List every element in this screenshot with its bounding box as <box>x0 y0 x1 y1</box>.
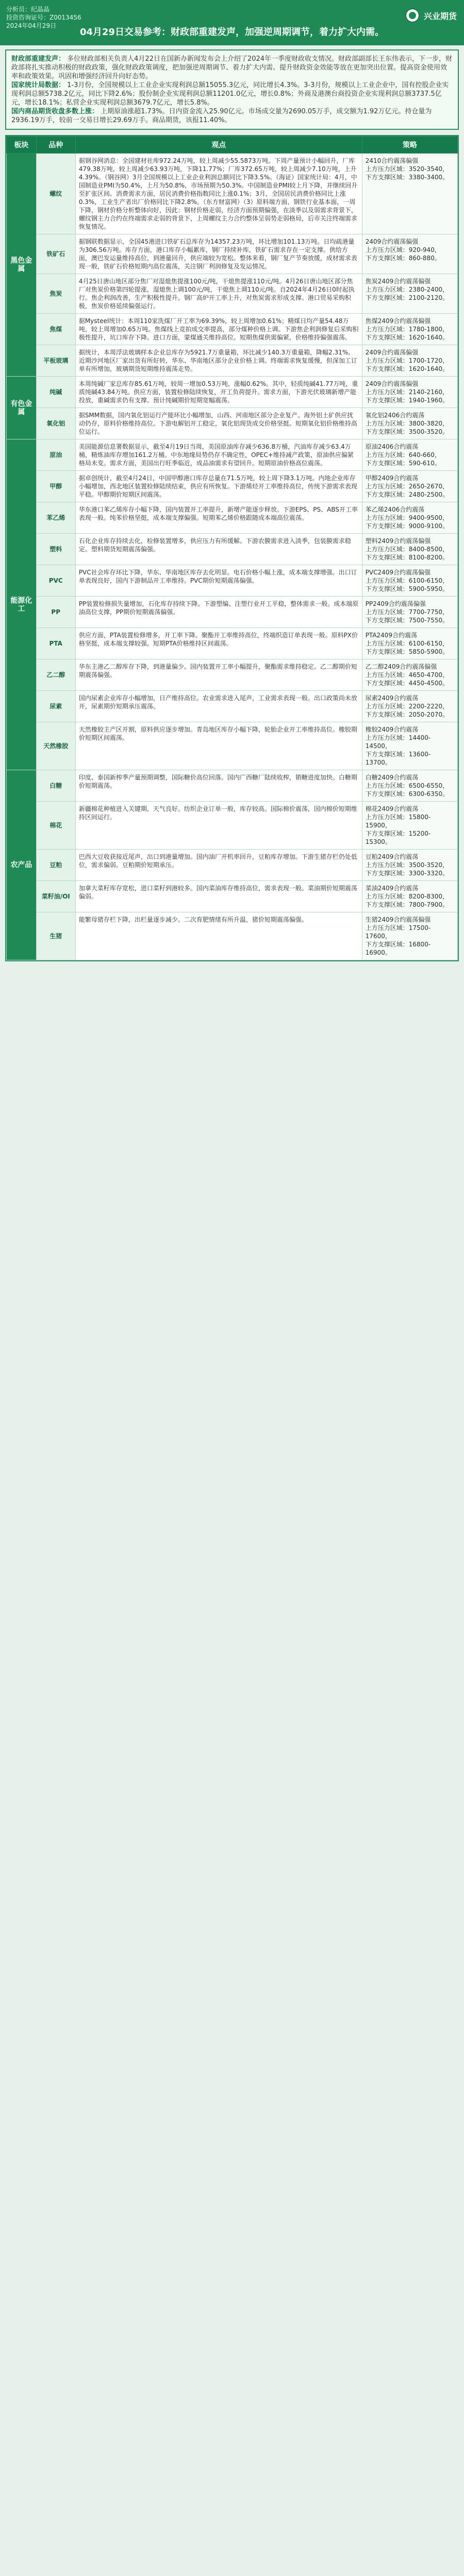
brand <box>405 8 457 23</box>
header-variety: 品种 <box>36 137 75 154</box>
variety-cell: 焦炭 <box>36 274 75 314</box>
strategy-cell: 2409合约震荡偏强 上方压力区域：2140-2160， 下方支撑区域：1940-1960。 <box>362 377 457 408</box>
table-row <box>7 659 458 691</box>
view-cell: 新疆棉花种植进入关键期，天气良好。纺织企业订单一般，库存较高。国际棉价震荡，国内棉价短期维持区间运行。 <box>75 802 362 850</box>
variety-cell: 生猪 <box>36 912 75 960</box>
view-cell: PVC社会库存环比下降，华东、华南地区库存去化明显。电石价格小幅上涨，成本端支撑增强。出口订单表现良好，国内下游制品开工率维持。PVC期价短期震荡偏强。 <box>75 565 362 597</box>
sector-cell: 有色金属 <box>7 377 37 439</box>
strategy-cell: 棉花2409合约震荡 上方压力区域：15800-15900， 下方支撑区域：15200-15300。 <box>362 802 457 850</box>
brand-logo-icon <box>405 8 420 23</box>
page-title: 04月29日交易参考：财政部重建发声，加强逆周期调节，着力扩大内需。 <box>79 27 385 38</box>
strategy-cell: 原油2406合约震荡 上方压力区域：640-660， 下方支撑区域：590-610。 <box>362 439 457 471</box>
table-row <box>7 234 458 274</box>
table-row <box>7 912 458 960</box>
view-cell: 4月25日唐山地区部分焦厂对湿熄焦提涨100元/吨，干熄焦提涨110元/吨。4月26日唐山地区部分焦厂对焦炭价格第四轮提涨，湿熄焦上调100元/吨，干熄焦上调110元/吨。自2024年4月26日0时起执行。焦企利润改善，生产积极性提升。钢厂高炉开工率上升，对焦炭需求形成支撑。港口贸易采购积极，焦炭价格延续偏强运行。 <box>75 274 362 314</box>
table-row <box>7 154 458 234</box>
view-cell: 美国能源信息署数据显示，截至4月19日当周，美国原油库存减少636.8万桶，汽油库存减少63.4万桶，精炼油库存增加161.2万桶。中东地缘局势仍存不确定性，OPEC+维持减产政策，原油供应偏紧格局未变。需求方面，美国出行旺季临近，成品油需求有望回升。短期原油价格高位震荡。 <box>75 439 362 471</box>
table-row <box>7 345 458 377</box>
variety-cell: 豆粕 <box>36 850 75 881</box>
table-row <box>7 439 458 471</box>
strategy-cell: 生猪2409合约震荡偏强 上方压力区域：17500-17600， 下方支撑区域：16800-16900。 <box>362 912 457 960</box>
strategy-cell: 焦煤2409合约震荡偏强 上方压力区域：1780-1800， 下方支撑区域：1620-1640。 <box>362 314 457 345</box>
header-view: 观点 <box>75 137 362 154</box>
strategy-cell: 橡胶2409合约震荡 上方压力区域：14400-14500， 下方支撑区域：13600-13700。 <box>362 722 457 770</box>
table-row <box>7 802 458 850</box>
analyst: 分析员：纪晶晶 <box>6 6 50 13</box>
footer-spacer <box>0 961 464 974</box>
report-date: 2024年04月29日 <box>6 22 57 29</box>
brand-name: 兴业期货 <box>423 11 457 21</box>
variety-cell: 纯碱 <box>36 377 75 408</box>
view-cell: 巴西大豆收获接近尾声，出口到港量增加。国内油厂开机率回升，豆粕库存增加。下游生猪存栏仍处低位，需求偏弱。豆粕期价短期承压。 <box>75 850 362 881</box>
view-cell: 华东主港乙二醇库存下降，到港量偏少。国内装置开工率小幅提升，聚酯需求维持稳定。乙二醇期价短期震荡偏强。 <box>75 659 362 691</box>
sector-cell: 黑色金属 <box>7 154 37 377</box>
table-header-row <box>7 137 458 154</box>
variety-cell: PP <box>36 597 75 628</box>
strategy-cell: 2409合约震荡偏强 上方压力区域：1700-1720， 下方支撑区域：1620-1640。 <box>362 345 457 377</box>
table-row <box>7 565 458 597</box>
variety-cell: 白糖 <box>36 770 75 802</box>
view-cell: PP装置检修损失量增加，石化库存持续下降。下游塑编、注塑行业开工平稳，整体需求一般。成本端原油高位支撑，PP期价短期震荡偏强。 <box>75 597 362 628</box>
table-row <box>7 691 458 722</box>
variety-cell: 天然橡胶 <box>36 722 75 770</box>
table-row <box>7 534 458 565</box>
strategy-cell: PTA2409合约震荡 上方压力区域：6100-6150， 下方支撑区域：5850-5900。 <box>362 628 457 659</box>
variety-cell: PTA <box>36 628 75 659</box>
table-row <box>7 471 458 502</box>
variety-cell: 平板玻璃 <box>36 345 75 377</box>
summary-lead-label: 财政部重建发声： <box>11 55 65 63</box>
sector-cell: 农产品 <box>7 770 37 960</box>
table-row <box>7 314 458 345</box>
view-cell: 华东港口苯乙烯库存小幅下降，国内装置开工率提升，新增产能逐步释放。下游EPS、PS、ABS开工率表现一般。纯苯价格坚挺，成本端支撑偏强。短期苯乙烯价格跟随成本端高位震荡。 <box>75 502 362 534</box>
table-row <box>7 408 458 439</box>
view-cell: 本周纯碱厂家总库存85.61万吨，较周一增加0.53万吨，涨幅0.62%。其中，轻质纯碱41.77万吨，重质纯碱43.84万吨。供应方面，装置检修陆续恢复，开工负荷提升。需求方面，下游光伏玻璃新增产能投放，重碱需求仍有支撑。预计纯碱期价短期宽幅震荡。 <box>75 377 362 408</box>
strategy-cell: 豆粕2409合约震荡 上方压力区域：3500-3520， 下方支撑区域：3300-3320。 <box>362 850 457 881</box>
variety-cell: 塑料 <box>36 534 75 565</box>
table-row <box>7 850 458 881</box>
strategy-cell: 2410合约震荡偏强 上方压力区域：3520-3540， 下方支撑区域：3380-3400。 <box>362 154 457 234</box>
view-cell: 印度、泰国新榨季产量预期调整，国际糖价高位回落。国内广西糖厂陆续收榨，销糖进度加快。白糖期价短期震荡。 <box>75 770 362 802</box>
view-cell: 石化企业库存持续去化，检修装置增多，供应压力有所缓解。下游农膜需求进入淡季，包装膜需求稳定。塑料期货短期震荡偏强。 <box>75 534 362 565</box>
strategy-cell: 塑料2409合约震荡偏强 上方压力区域：8400-8500， 下方支撑区域：8100-8200。 <box>362 534 457 565</box>
strategy-cell: PVC2409合约震荡偏强 上方压力区域：6100-6150， 下方支撑区域：5900-5950。 <box>362 565 457 597</box>
summary-market-label: 国内商品期货收盘多数上涨： <box>11 108 99 115</box>
strategy-cell: 白糖2409合约震荡 上方压力区域：6500-6550， 下方支撑区域：6300-6350。 <box>362 770 457 802</box>
table-row <box>7 722 458 770</box>
variety-cell: 原油 <box>36 439 75 471</box>
variety-cell: 乙二醇 <box>36 659 75 691</box>
strategy-cell: 乙二醇2409合约震荡偏强 上方压力区域：4650-4700， 下方支撑区域：4450-4500。 <box>362 659 457 691</box>
view-cell: 国内尿素企业库存小幅增加，日产维持高位。农业需求进入尾声，工业需求表现一般。出口政策尚未放开，尿素期价短期承压震荡。 <box>75 691 362 722</box>
header-sector: 板块 <box>7 137 37 154</box>
view-cell: 天然橡胶主产区开割，原料供应逐步增加。青岛地区库存小幅下降，轮胎企业开工率维持高位。橡胶期价短期区间震荡。 <box>75 722 362 770</box>
title-wrap <box>10 24 454 39</box>
strategy-cell: 尿素2409合约震荡 上方压力区域：2200-2220， 下方支撑区域：2050-2070。 <box>362 691 457 722</box>
table-row <box>7 628 458 659</box>
variety-cell: 焦煤 <box>36 314 75 345</box>
variety-cell: 甲醇 <box>36 471 75 502</box>
table-row <box>7 770 458 802</box>
variety-cell: 菜籽油/OI <box>36 881 75 912</box>
table-row <box>7 881 458 912</box>
strategy-cell: 菜油2409合约震荡 上方压力区域：8200-8300， 下方支撑区域：7800-7900。 <box>362 881 457 912</box>
view-cell: 据钢联数据显示，全国45港进口铁矿石总库存为14357.23万吨，环比增加101.13万吨。日均疏港量为306.56万吨。库存方面，港口库存小幅累库，钢厂持续补库，铁矿石需求存在一定支撑。供给方面，澳巴发运量维持高位，到港量回升，供应端较为宽松。整体来看，钢厂复产节奏放缓，成材需求表现一般，铁矿石价格短期内高位震荡，关注钢厂利润修复及发运情况。 <box>75 234 362 274</box>
header-bar <box>0 0 464 45</box>
table-row <box>7 597 458 628</box>
table-row <box>7 502 458 534</box>
table-body <box>7 154 458 960</box>
sector-cell: 能源化工 <box>7 439 37 770</box>
strategy-cell: 焦炭2409合约震荡偏强 上方压力区域：2380-2400， 下方支撑区域：2100-2120。 <box>362 274 457 314</box>
view-cell: 据钢谷网消息：全国建材社库972.24万吨，较上周减少55.5873万吨。下周产量预计小幅回升，厂库479.38万吨，较上周减少63.93万吨，下降11.77%；厂库372.65万吨，较上周减少7.10万吨，上升4.39%。（钢谷网）3月全国规模以上工业企业利润总额同比下降3.5%。（海证）国家统计局：4月，中国制造业PMI为50.4%，上月为50.8%，市场预期为50.3%。中国制造业PMI较上月下降，并继续回升至扩张区间。消费需求方面，居民消费价格指数同比上涨0.1%；3月，全国居民消费价格同比上涨0.3%，工业生产者出厂价格同比下降2.8%。（东方财富网）（3）原料端方面，钢铁行业基本面，一周下降，钢材价格分析整体向好，因此：钢材价格走弱，经济方面预期偏强，在淡季以及弱需求背景下，螺纹钢主力合约在终端需求走弱的背景下，上周螺纹主力合约整体呈弱势走弱格局，后市关注终端需求恢复情况。 <box>75 154 362 234</box>
summary-box <box>5 49 459 130</box>
variety-cell: 棉花 <box>36 802 75 850</box>
view-cell: 供应方面，PTA装置检修增多，开工率下降。聚酯开工率维持高位，终端织造订单表现一般。原料PX价格坚挺，成本端支撑较强。短期PTA价格维持区间震荡。 <box>75 628 362 659</box>
strategy-table <box>5 135 459 961</box>
strategy-cell: 甲醇2409合约震荡 上方压力区域：2650-2670， 下方支撑区域：2480-2500。 <box>362 471 457 502</box>
header-strategy: 策略 <box>362 137 457 154</box>
variety-cell: 氧化铝 <box>36 408 75 439</box>
strategy-cell: 苯乙烯2406合约震荡 上方压力区域：9400-9500， 下方支撑区域：9000-9100。 <box>362 502 457 534</box>
summary-lead-text: 多位财政部相关负责人4月22日在国新办新闻发布会上介绍了2024年一季度财政收支情况。财政部副部长王东伟表示，下一步，财政部将扎实推动积极的财政政策，强化财政政策调度，把加强逆周期调节、着力扩大内需、提升财政资金效能等放在更加突出位置。提高资金使用效率和政策效果。巩固和增强经济回升向好态势。 <box>11 55 453 80</box>
strategy-cell: 氧化铝2406合约震荡 上方压力区域：3800-3820， 下方支撑区域：3500-3520。 <box>362 408 457 439</box>
view-cell: 据卓创统计，截至4月24日，中国甲醇港口库存总量在71.5万吨，较上周下降3.1万吨。内地企业库存小幅增加，西北地区装置检修陆续结束，供应有所恢复。下游烯烃开工率维持高位，传统下游需求表现平稳。甲醇期价短期区间震荡。 <box>75 471 362 502</box>
license: 投资咨询证号：Z0013456 <box>6 14 81 21</box>
variety-cell: 苯乙烯 <box>36 502 75 534</box>
view-cell: 能繁母猪存栏下降，出栏量逐步减少。二次育肥情绪有所升温，猪价短期震荡偏强。 <box>75 912 362 960</box>
variety-cell: 铁矿石 <box>36 234 75 274</box>
variety-cell: 螺纹 <box>36 154 75 234</box>
view-cell: 据统计，本周浮法玻璃样本企业总库存为5921.7万重量箱，环比减少140.3万重量箱，降幅2.31%。近期沙河地区厂家出货有所好转，华东、华南地区部分企业价格上调。终端需求恢复缓慢，但深加工订单有所增加，玻璃期货短期维持震荡走势。 <box>75 345 362 377</box>
view-cell: 加拿大菜籽库存宽松，进口菜籽到港较多。国内菜油库存维持高位，需求表现一般。菜油期价短期震荡偏弱。 <box>75 881 362 912</box>
summary-industrial-label: 国家统计局数据： <box>11 81 65 89</box>
summary-industrial-text: 1-3月份，全国规模以上工业企业实现利润总额15055.3亿元，同比增长4.3%。3-3月份，规模以上工业企业中，国有控股企业实现利润总额5738.2亿元，同比下降2.6%；股份制企业实现利润总额11201.0亿元，增长0.8%；外商及港澳台商投资企业实现利润总额3737.5亿元，增长18.1%；私营企业实现利润总额3679.7亿元，增长5.8%。 <box>11 81 449 107</box>
variety-cell: PVC <box>36 565 75 597</box>
strategy-cell: 2409合约震荡偏强 上方压力区域：920-940， 下方支撑区域：860-880。 <box>362 234 457 274</box>
strategy-cell: PP2409合约震荡偏强 上方压力区域：7700-7750， 下方支撑区域：7500-7550。 <box>362 597 457 628</box>
table-row <box>7 377 458 408</box>
view-cell: 据SMM数据，国内氧化铝运行产能环比小幅增加，山西、河南地区部分企业复产。海外铝土矿供应扰动仍存，原料价格维持高位。下游电解铝开工稳定，氧化铝现货成交价格坚挺。短期氧化铝价格维持高位运行。 <box>75 408 362 439</box>
table-row <box>7 274 458 314</box>
view-cell: 据Mysteel统计：本周110家洗煤厂开工率为69.39%，较上周增加0.61%；精煤日均产量54.48万吨，较上周增加0.65万吨。焦煤线上竞拍成交率提高，部分煤种价格上调。下游焦企利润修复后采购积极性提升，坑口库存下降。进口方面，蒙煤通关维持高位。短期焦煤供需偏紧，价格维持偏强震荡。 <box>75 314 362 345</box>
variety-cell: 尿素 <box>36 691 75 722</box>
summary-market-text: 上期原油涨超1.73%。日内资金流入25.90亿元。市场成交量为2690.05万手，成交额为1.92万亿元。持仓量为2936.19万手，较前一交易日增长29.69万手。商品期货，该报11.40%。 <box>11 108 432 124</box>
